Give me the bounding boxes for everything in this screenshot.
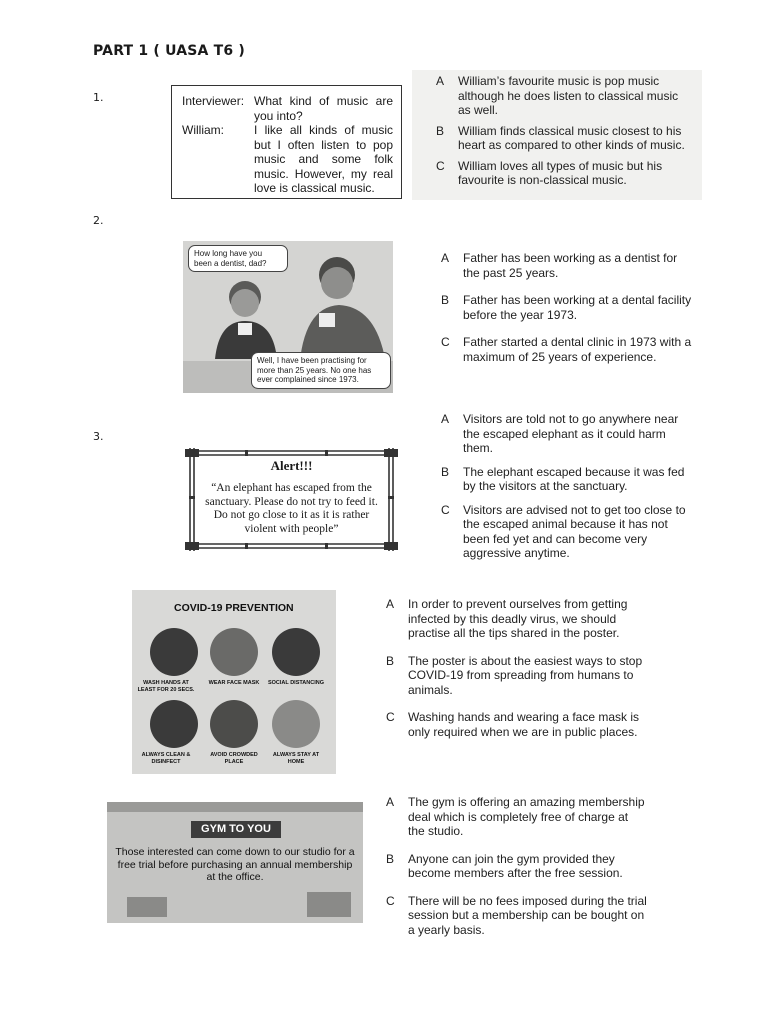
option-text: In order to prevent ourselves from getting infected by this deadly virus, we should practise all the tips shared in the poster. — [408, 597, 628, 640]
q5-options — [386, 795, 648, 937]
q1-speaker-interviewer: Interviewer: — [182, 94, 245, 108]
q2-bubble-father: Well, I have been practising for more than 25 years. No one has ever complained since 1973. — [251, 352, 391, 389]
q5-gym-text: Those interested can come down to our studio for a free trial before purchasing an annual membership at the office. — [115, 846, 355, 883]
option-letter: A — [386, 795, 395, 809]
q4-option-b[interactable] — [386, 654, 648, 698]
option-letter: B — [441, 293, 450, 307]
option-text: Washing hands and wearing a face mask is only required when we are in public places. — [408, 710, 640, 739]
q4-option-c[interactable] — [386, 710, 648, 739]
face-mask-icon — [210, 628, 258, 676]
option-letter: A — [441, 412, 450, 426]
q1-line-william — [182, 123, 393, 196]
option-letter: A — [386, 597, 395, 611]
option-text: There will be no fees imposed during the trial session but a membership can be bought on a yearly basis. — [408, 893, 647, 937]
q4-option-a[interactable] — [386, 597, 648, 641]
q2-options — [441, 251, 693, 364]
option-text: William loves all types of music but his favourite is non-classical music. — [458, 158, 663, 187]
wash-hands-icon — [150, 628, 198, 676]
option-letter: B — [436, 123, 445, 138]
q2-option-c[interactable] — [441, 335, 693, 364]
q1-utterance-interviewer: What kind of music are you into? — [254, 94, 393, 123]
option-letter: B — [441, 464, 450, 479]
q2-option-b[interactable] — [441, 293, 693, 322]
q1-option-b[interactable] — [436, 124, 690, 153]
q4-options — [386, 597, 648, 739]
option-letter: C — [441, 502, 450, 517]
option-letter: A — [436, 74, 445, 88]
q4-covid-poster — [132, 590, 336, 774]
q4-caption: SOCIAL DISTANCING — [267, 680, 325, 686]
social-distancing-icon — [272, 628, 320, 676]
q5-gym-title: GYM TO YOU — [191, 821, 281, 838]
q1-option-c[interactable] — [436, 159, 690, 188]
q3-option-c[interactable] — [441, 503, 693, 561]
option-text: William’s favourite music is pop music although he does listen to classical music as well. — [458, 74, 679, 117]
option-text: The elephant escaped because it was fed by the visitors at the sanctuary. — [463, 464, 685, 493]
q1-dialogue-box — [171, 85, 402, 199]
q5-gym-ad — [107, 802, 363, 923]
q1-utterance-william: I like all kinds of music but I often listen to pop music and some folk music. However, my real love is classical music. — [254, 123, 393, 195]
q5-option-c[interactable] — [386, 894, 648, 938]
option-letter: C — [441, 335, 450, 349]
q1-option-a[interactable] — [436, 74, 690, 118]
home-icon — [272, 700, 320, 748]
q4-caption: WASH HANDS AT LEAST FOR 20 SECS. — [137, 680, 195, 693]
option-text: Father has been working as a dentist for the past 25 years. — [463, 251, 678, 280]
option-text: The poster is about the easiest ways to stop COVID-19 from spreading from humans to animals. — [408, 653, 643, 697]
q1-line-interviewer — [182, 94, 393, 123]
option-text: Visitors are told not to go anywhere near the escaped elephant as it could harm them. — [463, 412, 679, 455]
option-letter: B — [386, 653, 395, 668]
question-2-number: 2. — [93, 214, 104, 227]
option-letter: A — [441, 251, 450, 265]
question-3-number: 3. — [93, 430, 104, 443]
q2-option-a[interactable] — [441, 251, 693, 280]
q3-alert-title: Alert!!! — [270, 458, 313, 473]
q4-poster-title: COVID-19 PREVENTION — [174, 602, 294, 614]
q4-caption: ALWAYS STAY AT HOME — [272, 752, 320, 765]
option-text: William finds classical music closest to his heart as compared to other kinds of music. — [458, 123, 685, 152]
page-title: PART 1 ( UASA T6 ) — [93, 43, 246, 59]
q3-alert-sign — [185, 446, 398, 553]
q3-alert-text: “An elephant has escaped from the sanctuary. Please do not try to feed it. Do not go close to it as it is rather violent with people” — [205, 482, 378, 535]
q3-option-a[interactable] — [441, 412, 693, 456]
q2-photo — [183, 241, 393, 393]
option-letter: C — [436, 158, 445, 173]
q3-option-b[interactable] — [441, 465, 693, 494]
option-text: The gym is offering an amazing membership deal which is completely free of charge at the studio. — [408, 795, 645, 838]
q2-bubble-son: How long have you been a dentist, dad? — [188, 245, 288, 272]
q4-caption: AVOID CROWDED PLACE — [210, 752, 258, 765]
crowd-icon — [210, 700, 258, 748]
option-letter: C — [386, 710, 395, 724]
option-letter: C — [386, 893, 395, 908]
q3-options — [441, 412, 693, 561]
option-text: Father started a dental clinic in 1973 with a maximum of 25 years of experience. — [463, 335, 692, 364]
option-text: Visitors are advised not to get too close to the escaped animal because it has not been fed yet and can become very aggressive anytime. — [463, 502, 686, 560]
q1-options — [436, 74, 690, 188]
option-text: Father has been working at a dental facility before the year 1973. — [463, 293, 692, 322]
option-letter: B — [386, 851, 395, 866]
disinfect-icon — [150, 700, 198, 748]
q4-caption: ALWAYS CLEAN & DISINFECT — [141, 752, 191, 765]
option-text: Anyone can join the gym provided they become members after the free session. — [408, 851, 623, 880]
q5-option-a[interactable] — [386, 795, 648, 839]
q5-option-b[interactable] — [386, 852, 648, 881]
q1-speaker-william: William: — [182, 123, 224, 137]
question-1-number: 1. — [93, 91, 104, 104]
q4-caption: WEAR FACE MASK — [208, 680, 260, 686]
